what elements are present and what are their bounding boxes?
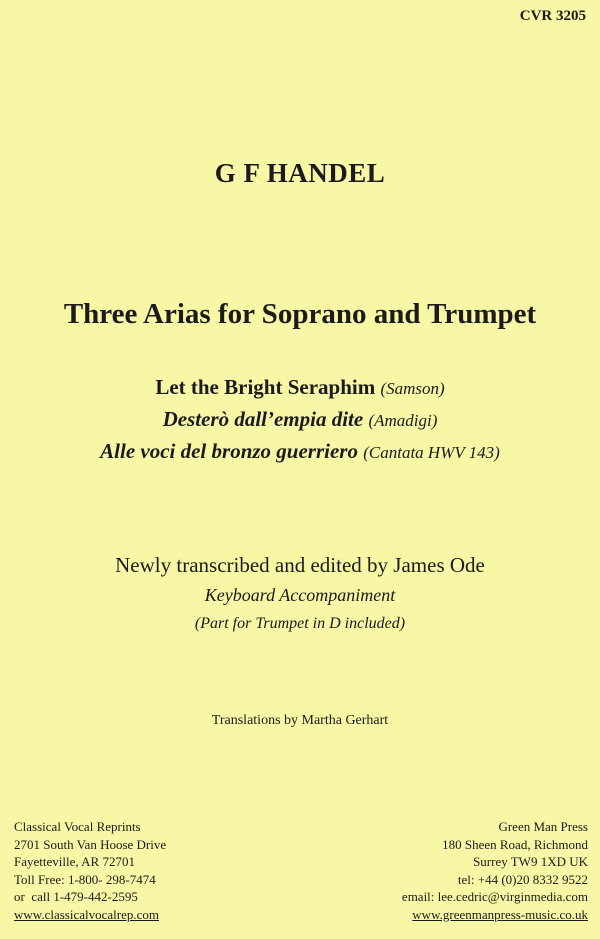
edition-info	[0, 550, 600, 638]
website-link-uk[interactable]: www.greenmanpress-music.co.uk	[412, 906, 588, 922]
website-link-us[interactable]: www.classicalvocalrep.com	[14, 906, 159, 922]
address-line: Green Man Press	[498, 819, 588, 834]
address-line: Classical Vocal Reprints	[14, 819, 141, 834]
aria-list	[0, 372, 600, 468]
address-line: 2701 South Van Hoose Drive	[14, 836, 167, 852]
aria-work: (Amadigi)	[368, 411, 438, 430]
aria-name: Let the Bright Seraphim	[155, 375, 376, 399]
editor-credit: Newly transcribed and edited by James Ode	[115, 553, 485, 577]
address-line: Toll Free: 1-800- 298-7474	[14, 871, 156, 887]
address-line: Surrey TW9 1XD UK	[473, 854, 588, 869]
aria-item	[0, 436, 600, 468]
address-line: 180 Sheen Road, Richmond	[442, 836, 588, 852]
translations-credit: Translations by Martha Gerhart	[211, 713, 389, 728]
aria-name: Alle voci del bronzo guerriero	[100, 439, 358, 463]
aria-work: (Samson)	[380, 379, 445, 398]
email-line: email: lee.cedric@virginmedia.com	[401, 889, 588, 904]
catalog-number: CVR 3205	[519, 8, 586, 24]
aria-work: (Cantata HWV 143)	[363, 443, 500, 462]
page-title: Three Arias for Soprano and Trumpet	[63, 298, 537, 330]
address-line: tel: +44 (0)20 8332 9522	[457, 871, 588, 887]
address-line: or call 1-479-442-2595	[14, 889, 138, 904]
aria-item	[0, 372, 600, 404]
aria-name: Desterò dall’empia dite	[162, 407, 364, 431]
publisher-address-uk	[402, 818, 588, 923]
accompaniment-note: Keyboard Accompaniment	[204, 585, 396, 605]
trumpet-part-note: (Part for Trumpet in D included)	[194, 615, 406, 632]
aria-item	[0, 404, 600, 436]
publisher-address-us	[14, 818, 166, 923]
address-line: Fayetteville, AR 72701	[14, 854, 135, 869]
composer-name: G F HANDEL	[214, 158, 386, 188]
